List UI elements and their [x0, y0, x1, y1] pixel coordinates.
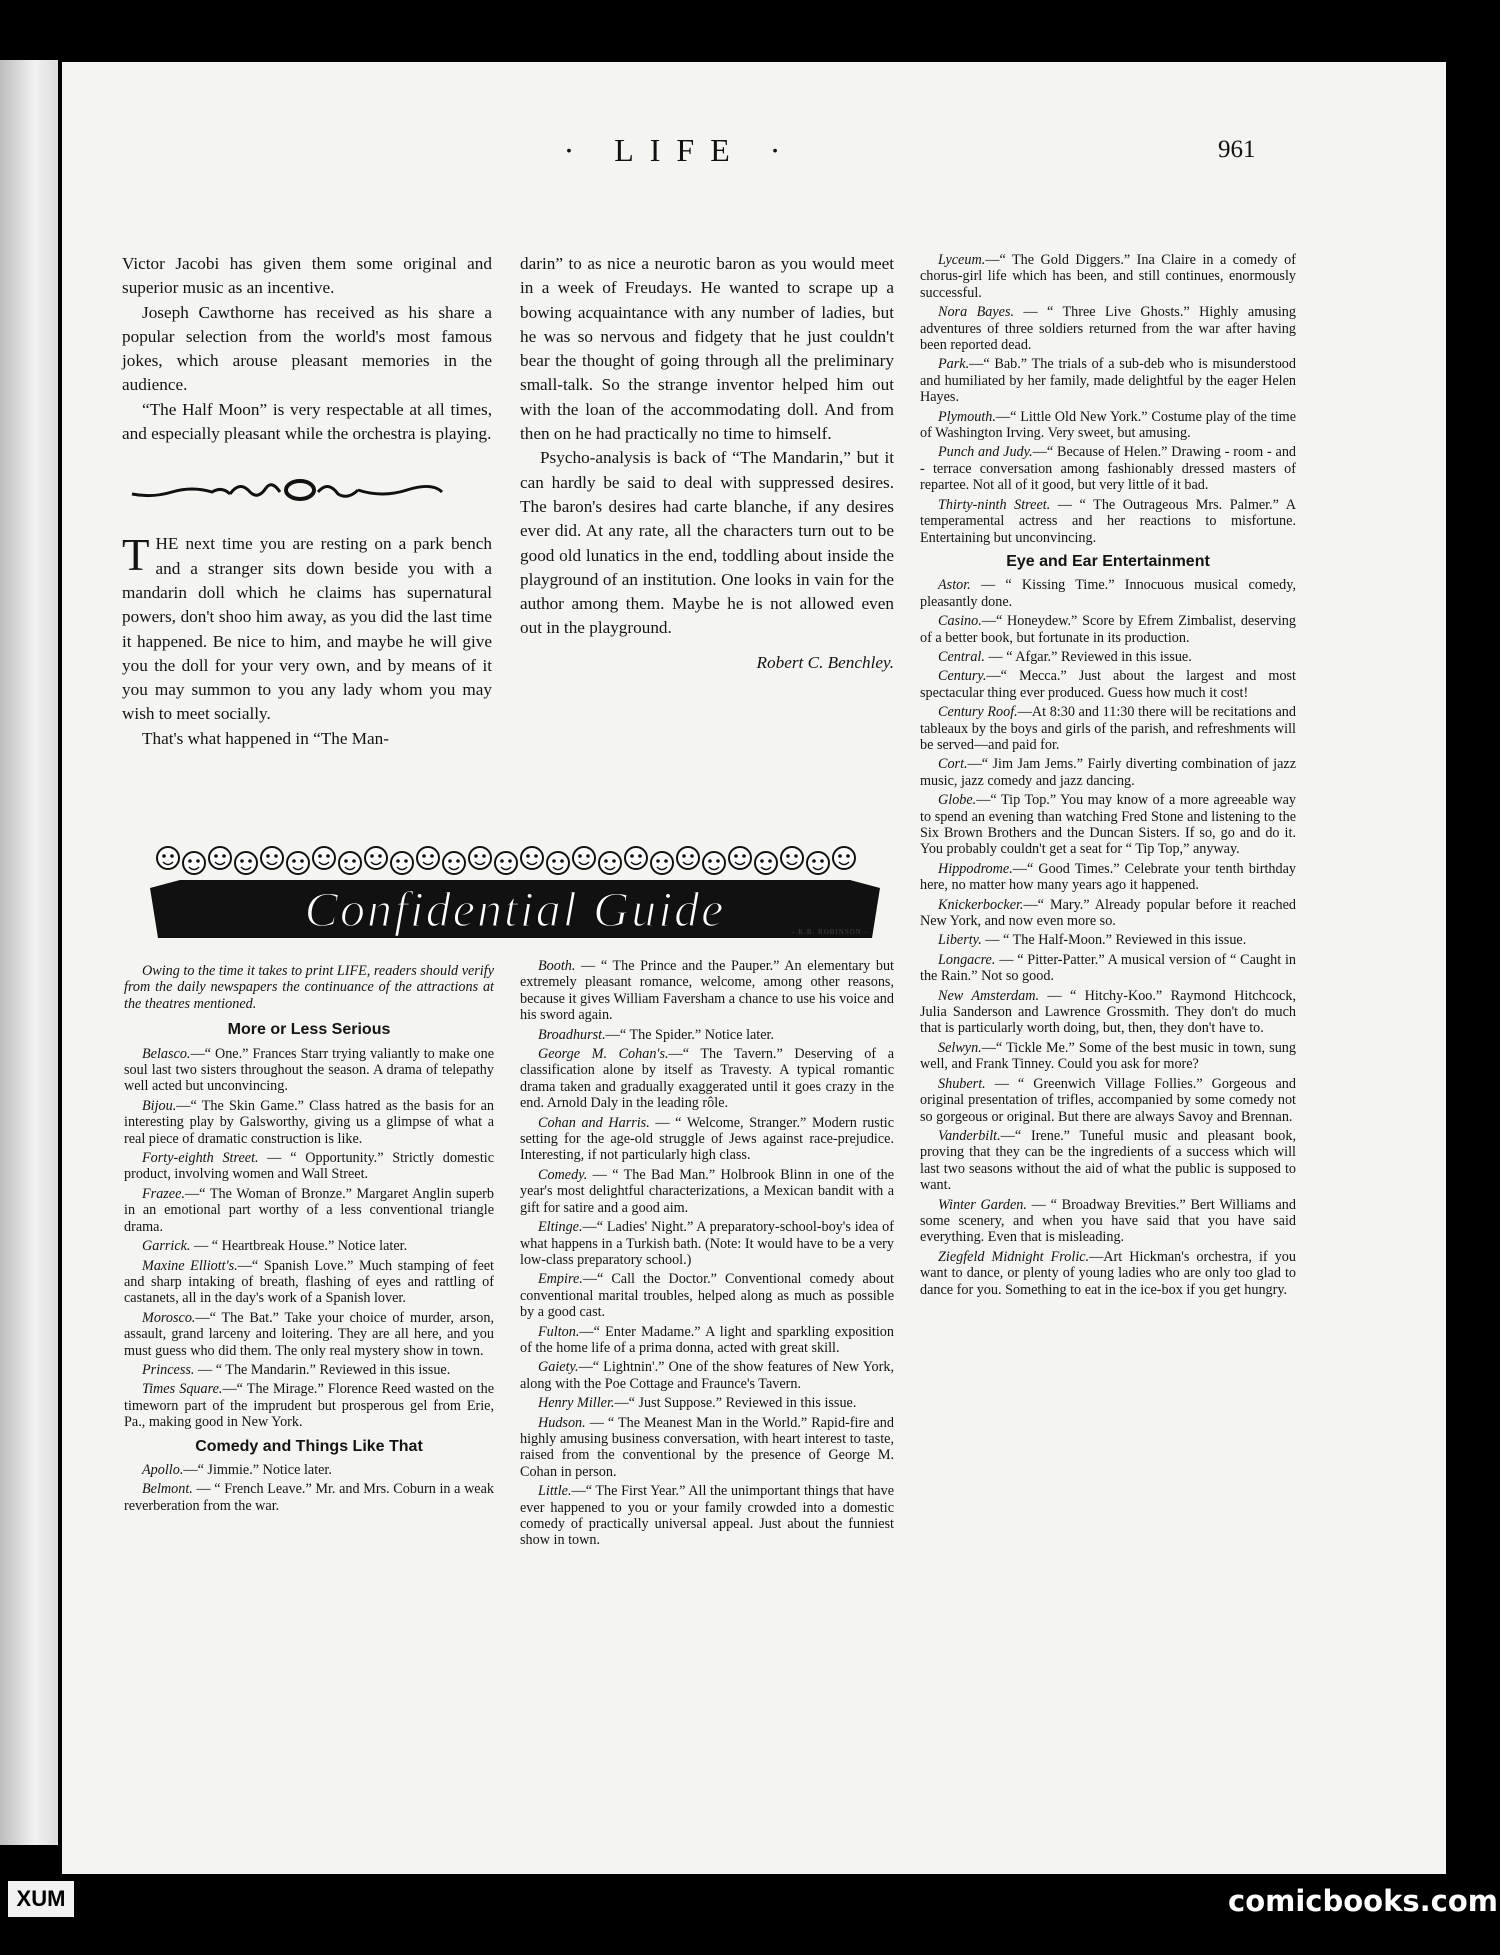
theatre-name: Belasco. — [142, 1045, 191, 1062]
guide-entry — [520, 1395, 894, 1411]
guide-entry — [124, 1362, 494, 1378]
entry-text: —“ Jimmie.” Notice later. — [183, 1461, 332, 1478]
entry-text: —“ Irene.” Tuneful music and pleasant book, proving that they can be the ingredients of a success which will last two seasons without the aid of what the public is supposed to want. — [920, 1127, 1296, 1194]
previous-page-edge — [0, 60, 58, 1845]
entry-text: —“ Little Old New York.” Costume play of the time of Washington Irving. Very sweet, but amusing. — [920, 408, 1296, 442]
article-paragraph: darin” to as nice a neurotic baron as you would meet in a week of Freudays. He wanted to scrape up a bowing acquaintance with any number of ladies, but he was so nervous and fidgety that he just couldn't bear the thought of going through all the preliminary small-talk. So the strange inventor helped him out with the loan of the accommodating doll. And from then on he had practically no time to himself. — [520, 254, 894, 444]
entry-text: —“ Good Times.” Celebrate your tenth birthday here, no matter how many years ago it happened. — [920, 860, 1296, 894]
theatre-name: Empire. — [538, 1271, 583, 1288]
guide-entry — [520, 1271, 894, 1320]
entry-text: —“ Tickle Me.” Some of the best music in town, sung well, and Frank Tinney. Could you ask for more? — [920, 1039, 1296, 1073]
entry-text: — “ The Bad Man.” Holbrook Blinn in one of the year's most delightful characterizations, a Mexican bandit with a gift for satire and a good aim. — [520, 1166, 894, 1216]
face-eye-icon — [448, 859, 452, 863]
face-eye-icon — [534, 854, 538, 858]
theatre-name: Thirty-ninth Street. — [938, 496, 1051, 513]
theatre-name: Longacre. — [938, 951, 996, 968]
caricature-face-icon — [339, 852, 361, 874]
theatre-name: Century Roof. — [938, 704, 1018, 721]
guide-entry — [920, 356, 1296, 405]
caricature-face-icon — [807, 852, 829, 874]
theatre-name: New Amsterdam. — [938, 987, 1039, 1004]
entry-text: — “ Greenwich Village Follies.” Gorgeous and original presentation of trifles, accompanied by some comedy not so gorgeous or original. But there are always Savoy and Brennan. — [920, 1075, 1296, 1125]
theatre-name: Bijou. — [142, 1097, 177, 1114]
face-eye-icon — [768, 859, 772, 863]
entry-text: — “ The Half-Moon.” Reviewed in this issue. — [981, 932, 1247, 949]
face-eye-icon — [326, 854, 330, 858]
caricature-face-icon — [599, 852, 621, 874]
guide-entry — [920, 897, 1296, 930]
theatre-name: Lyceum. — [938, 252, 986, 268]
guide-entry — [124, 1381, 494, 1430]
entry-text: — “ The Mandarin.” Reviewed in this issue. — [194, 1361, 451, 1378]
theatre-name: Shubert. — [938, 1075, 986, 1092]
theatre-name: Central. — [938, 648, 985, 665]
guide-entry — [520, 1046, 894, 1112]
running-head: · LIFE · — [563, 132, 797, 168]
caricature-face-icon — [521, 847, 543, 869]
face-eye-icon — [526, 854, 530, 858]
entry-text: —“ Ladies' Night.” A preparatory-school-boy's idea of what happens in a Turkish bath. (Note: It would have to be a very low-class preparatory school.) — [520, 1219, 894, 1268]
guide-entry — [920, 1128, 1296, 1194]
theatre-name: Gaiety. — [538, 1359, 579, 1376]
face-eye-icon — [370, 854, 374, 858]
entry-text: —“ Tip Top.” You may know of a more agreeable way to spend an evening than watching Fred Stone and listening to the Six Brown Brothers and the Duncan Sisters. If so, go and do it. You probably couldn't get a seat for “ Tip Top,” anyway. — [920, 792, 1296, 858]
entry-text: —“ The Tavern.” Deserving of a classification alone by itself as Travesty. A typical romantic drama taken and gradually exaggerated until it goes crazy in the end. Arnold Daly in the leading rôle. — [520, 1046, 895, 1112]
face-eye-icon — [552, 859, 556, 863]
guide-entry — [520, 1324, 894, 1357]
theatre-name: Punch and Judy. — [938, 444, 1033, 461]
guide-entry — [124, 1238, 494, 1254]
entry-text: —“ The First Year.” All the unimportant things that have ever happened to you or your family crowded into a domestic comedy of practically universal appeal. Just about the funniest show in town. — [520, 1483, 894, 1549]
theatre-name: Belmont. — [142, 1481, 193, 1498]
guide-entry — [124, 1046, 494, 1095]
guide-entry — [920, 304, 1296, 353]
guide-entry — [920, 932, 1296, 948]
theatre-name: Broadhurst. — [538, 1026, 606, 1043]
guide-sections-left — [124, 1022, 494, 1514]
entry-text: —“ Mary.” Already popular before it reached New York, and now even more so. — [920, 896, 1296, 930]
theatre-name: Nora Bayes. — [938, 304, 1015, 321]
guide-entry — [124, 1310, 494, 1359]
theatre-name: Cohan and Harris. — [538, 1114, 650, 1131]
entry-text: —“ The Mirage.” Florence Reed wasted on the timeworn part of the imprudent but prosperous gel from Erie, Pa., making good in New York. — [124, 1381, 494, 1431]
caricature-face-icon — [833, 847, 855, 869]
caricature-face-icon — [183, 852, 205, 874]
face-eye-icon — [820, 859, 824, 863]
guide-column-right — [920, 252, 1296, 1301]
caricature-face-icon — [703, 852, 725, 874]
theatre-name: Garrick. — [142, 1238, 191, 1255]
caricature-face-icon — [495, 852, 517, 874]
face-eye-icon — [170, 854, 174, 858]
caricature-face-icon — [287, 852, 309, 874]
section-heading-eye-ear: Eye and Ear Entertainment — [1006, 552, 1210, 570]
face-eye-icon — [794, 854, 798, 858]
caricature-face-icon — [235, 852, 257, 874]
guide-entry — [920, 1197, 1296, 1246]
theatre-name: Fulton. — [538, 1323, 580, 1340]
caricature-face-icon — [365, 847, 387, 869]
face-eye-icon — [812, 859, 816, 863]
face-eye-icon — [274, 854, 278, 858]
watermark: comicbooks.com — [1228, 1884, 1498, 1918]
caricature-face-icon — [391, 852, 413, 874]
face-eye-icon — [638, 854, 642, 858]
caricature-face-icon — [313, 847, 335, 869]
theatre-name: Liberty. — [938, 932, 982, 949]
article-paragraph: Victor Jacobi has given them some original and superior music as an incentive. — [122, 254, 492, 298]
caricature-face-icon — [755, 852, 777, 874]
face-eye-icon — [474, 854, 478, 858]
face-eye-icon — [430, 854, 434, 858]
entry-text: —At 8:30 and 11:30 there will be recitations and tableaux by the boys and girls of the parish, and refreshments will be served—and paid for. — [920, 704, 1296, 753]
guide-entry — [920, 497, 1296, 546]
guide-column-middle — [520, 958, 894, 1552]
guide-entry — [920, 409, 1296, 442]
face-eye-icon — [586, 854, 590, 858]
entry-text: — “ Afgar.” Reviewed in this issue. — [984, 648, 1192, 665]
face-eye-icon — [690, 854, 694, 858]
caricature-face-icon — [469, 847, 491, 869]
guide-entry — [920, 613, 1296, 646]
ornamental-divider-icon — [122, 476, 452, 506]
reel-label: XUM — [8, 1881, 74, 1917]
theatre-name: Globe. — [938, 792, 977, 809]
entry-text: —“ Jim Jam Jems.” Fairly diverting combination of jazz music, jazz comedy and jazz dancing. — [920, 756, 1296, 789]
guide-entry — [920, 704, 1296, 753]
guide-entry — [520, 1415, 894, 1481]
face-eye-icon — [500, 859, 504, 863]
face-eye-icon — [344, 859, 348, 863]
entry-text: — “ The Prince and the Pauper.” An elementary but extremely pleasant romance, welcome, among other reasons, because it gives William Faversham a chance to use his voice and his sword again. — [520, 958, 894, 1024]
entry-text: — “ Three Live Ghosts.” Highly amusing adventures of three soldiers returned from the war after having been reported dead. — [920, 304, 1296, 354]
theatre-name: Ziegfeld Midnight Frolic. — [938, 1248, 1090, 1265]
entry-text: —“ Because of Helen.” Drawing - room - and - terrace conversation among fashionably dressed masters of repartee. Not all of it good, but very little of it bad. — [920, 444, 1297, 494]
page-number: 961 — [1218, 136, 1256, 163]
guide-entry — [920, 577, 1296, 610]
guide-entry — [124, 1186, 494, 1235]
theatre-name: Morosco. — [142, 1309, 196, 1326]
guide-note: Owing to the time it takes to print LIFE, readers should verify from the daily newspapers the continuance of the attractions at the theatres mentioned. — [124, 963, 494, 1012]
face-eye-icon — [456, 859, 460, 863]
face-eye-icon — [396, 859, 400, 863]
entry-text: —“ One.” Frances Starr trying valiantly to make one soul last two sisters throughout the season. A drama of telepathy well acted but unconvincing. — [124, 1045, 494, 1095]
guide-entry — [920, 756, 1296, 789]
entry-text: —“ The Woman of Bronze.” Margaret Anglin superb in an emotional part worthy of a less conventional triangle drama. — [124, 1185, 494, 1235]
guide-entry — [520, 1115, 894, 1164]
confidential-guide-banner — [150, 838, 880, 940]
face-eye-icon — [352, 859, 356, 863]
guide-entries-right-bottom — [920, 577, 1296, 1298]
caricature-face-icon — [677, 847, 699, 869]
face-eye-icon — [664, 859, 668, 863]
entry-text: —“ The Bat.” Take your choice of murder, arson, assault, grand larceny and loitering. They are all here, and you must guess who did them. The only real mystery show in town. — [124, 1309, 494, 1359]
theatre-name: Forty-eighth Street. — [142, 1150, 259, 1167]
guide-entry — [124, 1481, 494, 1514]
entry-text: —“ Enter Madame.” A light and sparkling exposition of the home life of a prima donna, acted with great skill. — [520, 1323, 894, 1356]
entry-text: — “ Hitchy-Koo.” Raymond Hitchcock, Julia Sanderson and Lawrence Grossmith. They don't do much that is particularly worth doing, but, then, they don't have to. — [920, 987, 1296, 1037]
theatre-name: Vanderbilt. — [938, 1127, 1001, 1144]
caricature-face-icon — [573, 847, 595, 869]
theatre-name: Eltinge. — [538, 1219, 583, 1236]
drop-cap: T — [122, 530, 150, 581]
artist-signature: - K.B. ROBINSON - — [792, 928, 868, 936]
theatre-name: Century. — [938, 668, 987, 685]
theatre-name: Times Square. — [142, 1381, 223, 1398]
entry-text: — “ The Meanest Man in the World.” Rapid-fire and highly amusing business conversation, with heart interest to taste, raised from the conventional by the presence of George M. Cohan in person. — [520, 1414, 894, 1480]
theatre-name: Little. — [538, 1483, 572, 1500]
face-eye-icon — [708, 859, 712, 863]
guide-entry — [920, 649, 1296, 665]
entry-text: —“ Just Suppose.” Reviewed in this issue. — [614, 1395, 857, 1412]
face-eye-icon — [604, 859, 608, 863]
theatre-name: Park. — [938, 356, 970, 373]
theatre-name: Frazee. — [142, 1185, 185, 1202]
face-eye-icon — [222, 854, 226, 858]
entry-text: —“ Bab.” The trials of a sub-deb who is misunderstood and humiliated by her family, made delightful by the eager Helen Hayes. — [920, 356, 1296, 406]
face-eye-icon — [630, 854, 634, 858]
guide-entry — [124, 1258, 494, 1307]
face-eye-icon — [188, 859, 192, 863]
caricature-face-icon — [443, 852, 465, 874]
article-column-left — [122, 252, 492, 751]
theatre-name: Plymouth. — [938, 408, 996, 425]
theatre-name: Apollo. — [142, 1461, 184, 1478]
face-eye-icon — [742, 854, 746, 858]
entry-text: — “ French Leave.” Mr. and Mrs. Coburn in a weak reverberation from the war. — [124, 1481, 494, 1514]
face-eye-icon — [248, 859, 252, 863]
caricature-face-icon — [547, 852, 569, 874]
guide-entry — [124, 1150, 494, 1183]
guide-entry — [520, 1219, 894, 1268]
face-eye-icon — [196, 859, 200, 863]
face-eye-icon — [682, 854, 686, 858]
guide-entries-right-top — [920, 252, 1296, 546]
theatre-name: Maxine Elliott's. — [142, 1257, 238, 1274]
theatre-name: Selwyn. — [938, 1039, 982, 1056]
caricature-face-icon — [417, 847, 439, 869]
face-eye-icon — [422, 854, 426, 858]
guide-entry — [520, 1167, 894, 1216]
entry-text: — “ Heartbreak House.” Notice later. — [190, 1238, 408, 1255]
face-eye-icon — [760, 859, 764, 863]
theatre-name: Hudson. — [538, 1414, 586, 1431]
face-eye-icon — [612, 859, 616, 863]
article-column-middle — [520, 252, 894, 675]
author-signature: Robert C. Benchley. — [756, 652, 894, 672]
entry-text: —“ Spanish Love.” Much stamping of feet and sharp intaking of breath, flashing of eyes and rattling of castanets, all in the day's work of a Spanish lover. — [124, 1257, 494, 1307]
caricature-face-icon — [625, 847, 647, 869]
guide-entry — [520, 1027, 894, 1043]
theatre-name: Hippodrome. — [938, 860, 1013, 877]
face-eye-icon — [716, 859, 720, 863]
theatre-name: Winter Garden. — [938, 1196, 1027, 1213]
entry-text: — “ Kissing Time.” Innocuous musical comedy, pleasantly done. — [920, 577, 1296, 610]
entry-text: —Art Hickman's orchestra, if you want to dance, or plenty of young ladies who are only too glad to dance for you. Something to eat in the ice-box if you get hungry. — [920, 1248, 1296, 1298]
theatre-name: Cort. — [938, 756, 968, 773]
guide-entry — [920, 861, 1296, 894]
theatre-name: Henry Miller. — [538, 1395, 615, 1412]
face-eye-icon — [318, 854, 322, 858]
entry-text: — “ Opportunity.” Strictly domestic product, involving women and Wall Street. — [124, 1150, 494, 1183]
article-paragraph: Joseph Cawthorne has received as his share a popular selection from the world's most famous jokes, which arouse pleasant memories in the audience. — [122, 302, 492, 395]
guide-entry — [520, 1483, 894, 1549]
guide-entry — [920, 952, 1296, 985]
face-eye-icon — [162, 854, 166, 858]
caricature-face-icon — [157, 847, 179, 869]
entry-text: —“ The Spider.” Notice later. — [605, 1026, 775, 1043]
face-eye-icon — [838, 854, 842, 858]
face-eye-icon — [508, 859, 512, 863]
theatre-name: Knickerbocker. — [938, 896, 1024, 913]
guide-column-left — [124, 963, 494, 1517]
banner-title: Confidential Guide — [304, 881, 726, 937]
article-paragraph: “The Half Moon” is very respectable at all times, and especially pleasant while the orchestra is playing. — [122, 399, 492, 444]
face-eye-icon — [846, 854, 850, 858]
section-heading: Comedy and Things Like That — [195, 1437, 423, 1455]
entry-text: — “ Broadway Brevities.” Bert Williams and some scenery, and when you have said that you have said everything. Even that is misleading. — [920, 1196, 1296, 1246]
entry-text: —“ Lightnin'.” One of the show features of New York, along with the Poe Cottage and Fraunce's Tavern. — [520, 1359, 894, 1392]
article-paragraph: Psycho-analysis is back of “The Mandarin,” but it can hardly be said to deal with suppressed desires. The baron's desires had carte blanche, if any desires ever did. At any rate, all the characters turn out to be good old lunatics in the end, toddling about inside the playground of an institution. One looks in vain for the author among them. Maybe he is not allowed even out in the playground. — [520, 448, 894, 638]
caricature-face-icon — [781, 847, 803, 869]
face-eye-icon — [240, 859, 244, 863]
face-eye-icon — [292, 859, 296, 863]
entry-text: —“ Honeydew.” Score by Efrem Zimbalist, deserving of a better book, but fortunate in its production. — [920, 613, 1296, 646]
guide-entry — [920, 444, 1296, 493]
face-eye-icon — [266, 854, 270, 858]
face-eye-icon — [482, 854, 486, 858]
guide-entry — [920, 988, 1296, 1037]
caricature-face-icon — [261, 847, 283, 869]
guide-entry — [920, 668, 1296, 701]
entry-text: —“ Mecca.” Just about the largest and most spectacular thing ever produced. Guess how much it cost! — [920, 668, 1296, 701]
face-eye-icon — [656, 859, 660, 863]
entry-text: —“ The Gold Diggers.” Ina Claire in a comedy of chorus-girl life which has been, and still continues, enormously successful. — [920, 252, 1296, 301]
theatre-name: Casino. — [938, 613, 982, 630]
caricature-face-icon — [651, 852, 673, 874]
face-eye-icon — [560, 859, 564, 863]
guide-entry — [520, 1359, 894, 1392]
face-eye-icon — [786, 854, 790, 858]
caricature-face-icon — [209, 847, 231, 869]
theatre-name: Booth. — [538, 958, 576, 974]
entry-text: — “ The Outrageous Mrs. Palmer.” A temperamental actress and her reactions to misfortune. Entertaining but unconvincing. — [920, 496, 1296, 546]
guide-entry — [124, 1462, 494, 1478]
guide-entry — [520, 958, 894, 1024]
theatre-name: Astor. — [938, 577, 971, 594]
article-paragraph: That's what happened in “The Man- — [142, 728, 389, 748]
guide-entry — [920, 252, 1296, 301]
face-eye-icon — [404, 859, 408, 863]
guide-entry — [124, 1098, 494, 1147]
guide-entry — [920, 1040, 1296, 1073]
entry-text: —“ The Skin Game.” Class hatred as the basis for an interesting play by Galsworthy, giving us a glimpse of what a real piece of dramatic construction is like. — [124, 1097, 494, 1147]
guide-entry — [920, 792, 1296, 858]
face-eye-icon — [734, 854, 738, 858]
section-heading: More or Less Serious — [227, 1021, 391, 1039]
face-eye-icon — [214, 854, 218, 858]
theatre-name: George M. Cohan's. — [538, 1046, 669, 1063]
theatre-name: Comedy. — [538, 1166, 588, 1183]
article-paragraph-dropcap: THE next time you are resting on a park bench and a stranger sits down beside you with a mandarin doll which he claims has supernatural powers, don't shoo him away, as you did the last time it happened. Be nice to him, and maybe he will give you the doll for your very own, and by means of it you may summon to you any lady whom you may wish to meet socially. — [122, 530, 492, 724]
theatre-name: Princess. — [142, 1361, 195, 1378]
caricature-face-icon — [729, 847, 751, 869]
entry-text: — “ Pitter-Patter.” A musical version of “ Caught in the Rain.” Not so good. — [920, 951, 1296, 985]
face-eye-icon — [578, 854, 582, 858]
guide-entry — [920, 1249, 1296, 1298]
entry-text: —“ Call the Doctor.” Conventional comedy about conventional marital troubles, helped along as much as possible by a good cast. — [520, 1271, 894, 1321]
face-eye-icon — [378, 854, 382, 858]
guide-entry — [920, 1076, 1296, 1125]
entry-text: — “ Welcome, Stranger.” Modern rustic setting for the age-old struggle of Jews against race-prejudice. Interesting, if not particularly high class. — [520, 1114, 894, 1164]
face-eye-icon — [300, 859, 304, 863]
